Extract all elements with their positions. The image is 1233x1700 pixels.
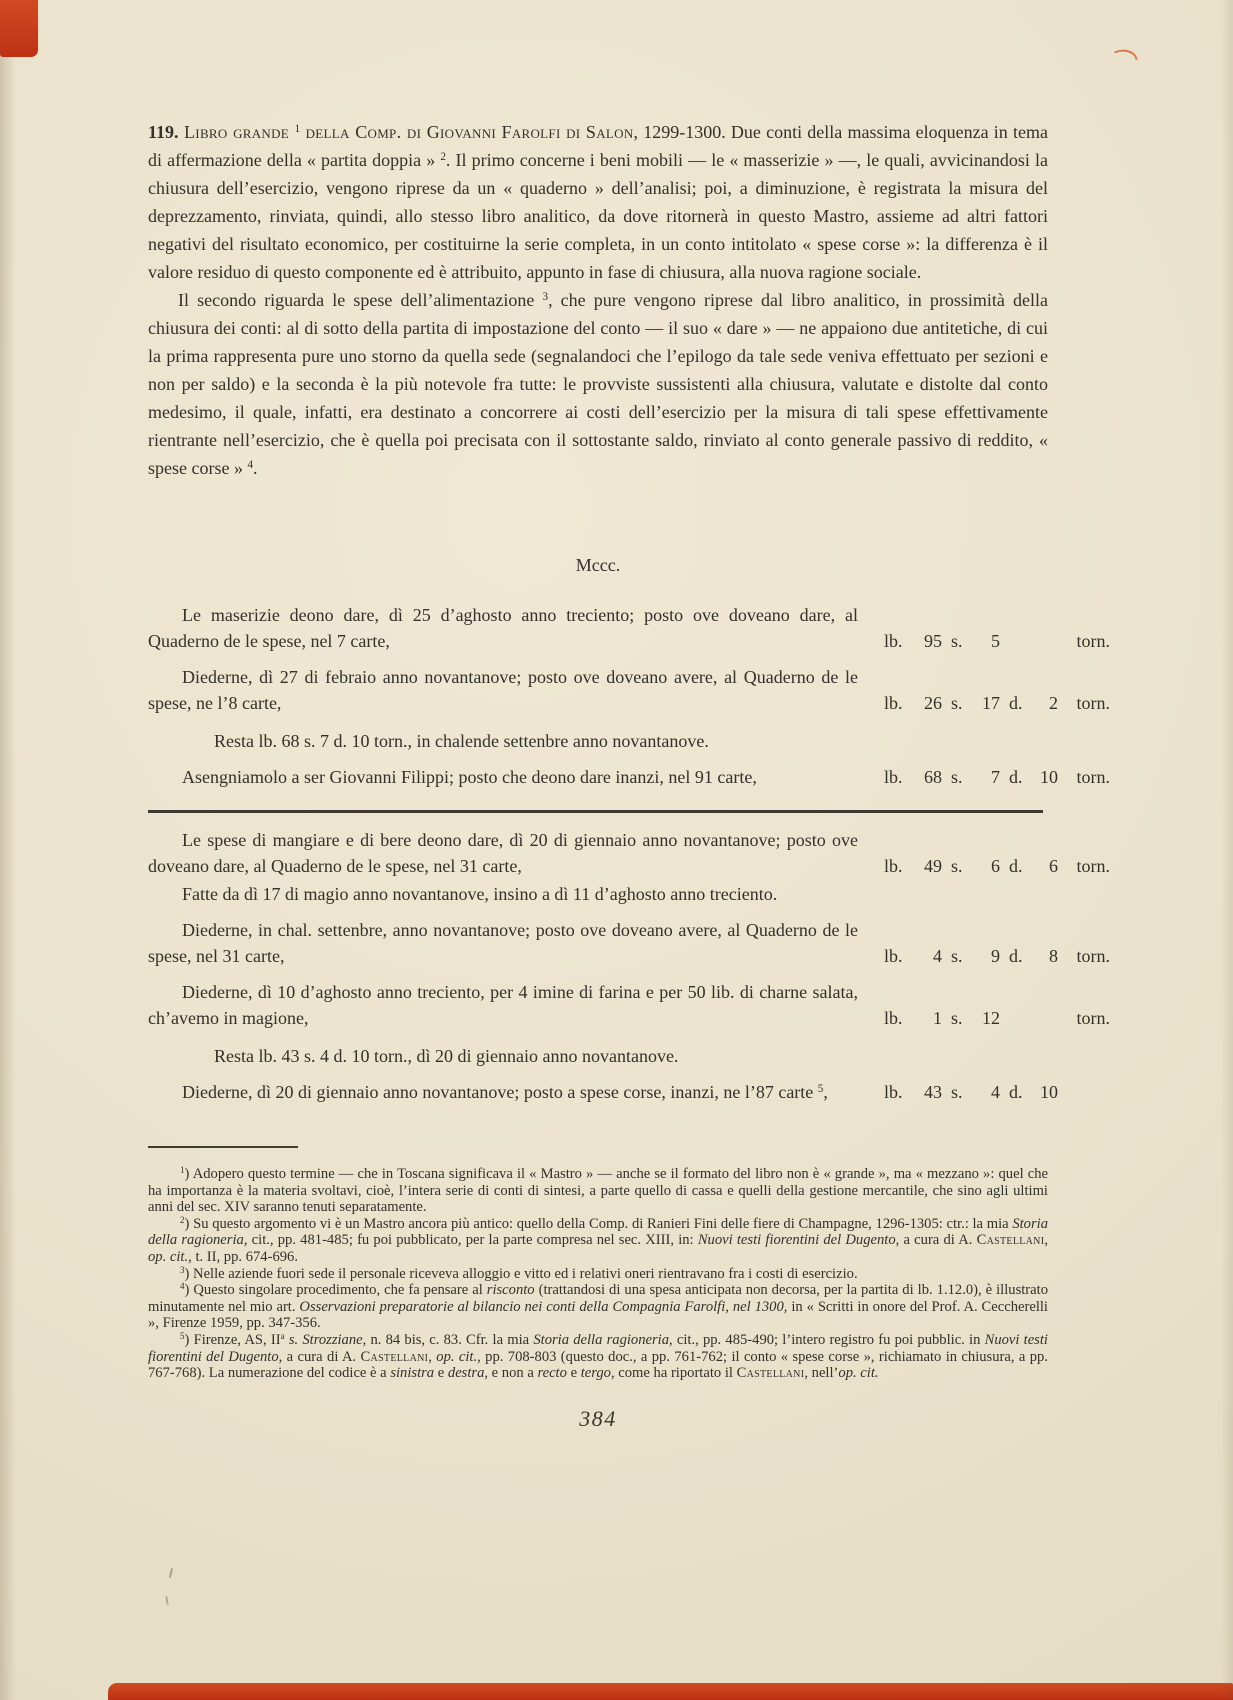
- superscript-ref: 1: [180, 1165, 185, 1176]
- superscript-ref: 3: [542, 290, 549, 303]
- text-segment: op. cit.: [838, 1365, 879, 1382]
- unit-torn: torn.: [1076, 767, 1110, 787]
- text-segment: risconto: [486, 1282, 535, 1299]
- superscript-ref: 5: [180, 1330, 185, 1341]
- text-segment: , nell’: [804, 1365, 839, 1382]
- text-segment: ,: [823, 1082, 828, 1102]
- text-segment: , cit., pp. 481-485; fu poi pubblicato, per la parte compresa nel sec. XIII, in:: [243, 1232, 698, 1249]
- text-segment: . Il primo concerne i beni mobili — le « masserizie » —, le quali, avvicinandosi la chiusura dell’esercizio, vengono riprese da un « quaderno » dell’analisi; poi, a diminuzione, è registrata la misura del deprezzamento, rinviata, quindi, allo stesso libro analitico, da dove ritornerà in questo Mastro, assieme ad altri fattori negativi del risultato economico, per costituirne la serie completa, in un conto intitolato « spese corse »: la differenza è il valore residuo di questo componente ed è attribuito, appunto in fase di chiusura, alla nuova ragione sociale.: [148, 150, 1048, 282]
- entry-amount: [884, 690, 1110, 716]
- unit-torn: torn.: [1076, 631, 1110, 651]
- value-lb: 26: [924, 693, 942, 713]
- value-lb: 95: [924, 631, 942, 651]
- value-s: 17: [982, 693, 1000, 713]
- footnote-3: [148, 1266, 1048, 1283]
- text-segment: , 1299-1300. Due conti della massima eloquenza in tema di affermazione della « partita doppia »: [148, 122, 1048, 170]
- text-segment: Diederne, dì 10 d’aghosto anno treciento, per 4 imine di farina e per 50 lib. di charne salata, ch’avemo in magione,: [148, 982, 858, 1028]
- text-segment: Nuovi testi fiorentini del Dugento: [697, 1232, 896, 1249]
- unit-torn: torn.: [1076, 693, 1110, 713]
- text-segment: ) Questo singolare procedimento, che fa pensare al: [184, 1282, 487, 1299]
- value-lb: 43: [924, 1082, 942, 1102]
- unit-lb: lb.: [884, 856, 903, 876]
- text-segment: Storia della ragioneria: [148, 1215, 1048, 1249]
- text-segment: s. Strozziane: [288, 1331, 363, 1348]
- entry-amount: [884, 853, 1110, 879]
- text-segment: , cit., pp. 485-490; l’intero registro fu poi pubblic. in: [669, 1331, 985, 1348]
- value-d: 6: [1049, 856, 1058, 876]
- text-segment: , pp. 708-803 (questo doc., a pp. 761-762; il conto « spese corse », richiamato in chiusura, a pp. 767-768). La numerazione del codice è a: [148, 1348, 1048, 1382]
- entry-amount: [884, 628, 1110, 654]
- text-segment: Osservazioni preparatorie al bilancio nei conti della Compagnia Farolfi, nel 1300: [299, 1298, 784, 1315]
- superscript-ref: 4: [180, 1281, 185, 1292]
- text-segment: destra: [447, 1365, 485, 1382]
- footnote-2: [148, 1216, 1048, 1266]
- value-s: 9: [991, 946, 1000, 966]
- book-cover-edge-bottom: [108, 1683, 1233, 1700]
- ledger: [148, 602, 1110, 1105]
- footnote-block: [148, 1146, 1048, 1432]
- superscript-ref: a: [280, 1330, 285, 1341]
- unit-d: d.: [1009, 767, 1023, 787]
- text-segment: , t. II, pp. 674-696.: [188, 1248, 298, 1265]
- text-segment: ,: [428, 1348, 437, 1365]
- unit-d: [1000, 1005, 1030, 1031]
- superscript-ref: 2: [440, 150, 446, 163]
- value-lb: 68: [924, 767, 942, 787]
- footnote-separator-rule: [148, 1146, 298, 1148]
- text-segment: Diederne, in chal. settenbre, anno novantanove; posto ove doveano avere, al Quaderno de le spese, nel 31 carte,: [148, 920, 858, 966]
- text-segment: Il secondo riguarda le spese dell’alimentazione: [178, 290, 543, 310]
- value-d: 10: [1040, 767, 1058, 787]
- text-segment: Castellani: [976, 1232, 1045, 1249]
- unit-s: s.: [951, 946, 963, 966]
- unit-lb: lb.: [884, 767, 903, 787]
- text-segment: op. cit.: [436, 1348, 478, 1365]
- section-heading-mccc: Mccc.: [575, 555, 621, 575]
- entry-text: [148, 881, 858, 907]
- unit-lb: lb.: [884, 631, 903, 651]
- text-segment: .: [253, 458, 258, 478]
- unit-torn: [1058, 1079, 1110, 1105]
- footnote-1: [148, 1166, 1048, 1216]
- text-segment: Castellani: [360, 1348, 429, 1365]
- unit-s: s.: [951, 1008, 963, 1028]
- text-segment: Asengniamolo a ser Giovanni Filippi; posto che deono dare inanzi, nel 91 carte,: [182, 767, 757, 787]
- unit-s: s.: [951, 631, 963, 651]
- body-text: [148, 118, 1048, 482]
- value-lb: 49: [924, 856, 942, 876]
- text-segment: , in « Scritti in onore del Prof. A. Ceccherelli », Firenze 1959, pp. 347-356.: [148, 1298, 1048, 1332]
- unit-d: d.: [1009, 1082, 1023, 1102]
- value-s: 5: [991, 631, 1000, 651]
- text-segment: ,: [1044, 1232, 1048, 1249]
- value-s: 6: [991, 856, 1000, 876]
- value-d: 8: [1049, 946, 1058, 966]
- entry-text: [148, 979, 858, 1031]
- unit-d: d.: [1009, 693, 1023, 713]
- text-segment: ) Nelle aziende fuori sede il personale riceveva alloggio e vitto ed i relativi oneri rientravano fra i costi di esercizio.: [184, 1265, 858, 1282]
- superscript-ref: 4: [247, 458, 254, 471]
- value-d: 2: [1049, 693, 1058, 713]
- ledger-entry: [148, 764, 1110, 790]
- text-segment: Storia della ragioneria: [533, 1331, 670, 1348]
- unit-s: s.: [951, 1082, 963, 1102]
- entry-text: [148, 1043, 858, 1069]
- text-segment: e: [566, 1365, 581, 1382]
- footnotes: [148, 1166, 1048, 1382]
- text-segment: Diederne, dì 27 di febraio anno novantanove; posto ove doveano avere, al Quaderno de le spese, ne l’8 carte,: [148, 667, 858, 713]
- text-segment: , a cura di A.: [278, 1348, 361, 1365]
- unit-s: s.: [951, 856, 963, 876]
- unit-lb: lb.: [884, 1008, 903, 1028]
- superscript-ref: 1: [294, 122, 301, 135]
- ledger-entry: [148, 827, 1110, 879]
- entry-text: [148, 917, 858, 969]
- text-segment: ) Firenze, AS, II: [184, 1331, 281, 1348]
- value-s: 4: [991, 1082, 1000, 1102]
- value-d: [1030, 628, 1058, 654]
- entry-text: [148, 728, 858, 754]
- value-lb: 4: [933, 946, 942, 966]
- value-s: 7: [991, 767, 1000, 787]
- ledger-entry: [148, 1043, 1110, 1069]
- text-segment: Le spese di mangiare e di bere deono dare, dì 20 di giennaio anno novantanove; posto ove doveano dare, al Quaderno de le spese, nel 31 carte,: [148, 830, 858, 876]
- entry-amount: [884, 1005, 1110, 1031]
- value-d: 10: [1040, 1082, 1058, 1102]
- unit-torn: torn.: [1076, 856, 1110, 876]
- text-segment: Castellani: [736, 1365, 805, 1382]
- transcription-block: [148, 552, 1110, 1105]
- text-segment: recto: [537, 1365, 567, 1382]
- entry-text: [148, 1079, 858, 1105]
- unit-d: d.: [1009, 856, 1023, 876]
- entry-text: [148, 664, 858, 716]
- text-segment: , n. 84 bis, c. 83. Cfr. la mia: [362, 1331, 534, 1348]
- superscript-ref: 2: [180, 1214, 185, 1225]
- text-segment: op. cit.: [148, 1248, 189, 1265]
- ledger-entry: [148, 602, 1110, 654]
- book-cover-edge-top-left: [0, 0, 38, 57]
- unit-torn: torn.: [1076, 1008, 1110, 1028]
- footnote-4: [148, 1282, 1048, 1332]
- text-segment: , e non a: [484, 1365, 538, 1382]
- entry-amount: [884, 1079, 1110, 1105]
- unit-d: d.: [1009, 946, 1023, 966]
- unit-s: s.: [951, 693, 963, 713]
- text-segment: Fatte da dì 17 di magio anno novantanove, insino a dì 11 d’aghosto anno treciento.: [182, 884, 778, 904]
- ledger-entry: [148, 664, 1110, 716]
- value-d: [1030, 1005, 1058, 1031]
- unit-lb: lb.: [884, 693, 903, 713]
- text-segment: , che pure vengono riprese dal libro analitico, in prossimità della chiusura dei conti: al di sotto della partita di impostazione del conto — il suo « dare » — ne appaiono due antitetiche, di cui la prima rappresenta pure uno storno da quella sede (segnalandoci che l’epilogo da tale sede veniva effettuato per sezioni e non per saldo) e la seconda è la più notevole fra tutte: le provviste sussistenti alla chiusura, valutate e distolte dal conto medesimo, il quale, infatti, era destinato a concorrere ai costi dell’esercizio per la misura di tali spese effettivamente rientrante nell’esercizio, che è quella poi precisata con il sottostante saldo, rinviato al conto generale passivo di reddito, « spese corse »: [148, 290, 1048, 478]
- text-segment: Nuovi testi fiorentini del Dugento: [148, 1331, 1048, 1365]
- text-segment: , come ha riportato il: [610, 1365, 737, 1382]
- unit-s: s.: [951, 767, 963, 787]
- text-segment: Diederne, dì 20 di giennaio anno novantanove; posto a spese corse, inanzi, ne l’87 carte: [182, 1082, 818, 1102]
- text-segment: sinistra: [390, 1365, 435, 1382]
- entry-amount: [884, 943, 1110, 969]
- text-segment: 119.: [148, 122, 179, 142]
- pencil-marks: [163, 1568, 179, 1612]
- text-segment: Le maserizie deono dare, dì 25 d’aghosto anno treciento; posto ove doveano dare, al Quaderno de le spese, nel 7 carte,: [148, 605, 858, 651]
- value-s: 12: [982, 1008, 1000, 1028]
- text-segment: Libro grande: [178, 122, 295, 142]
- text-segment: ) Adopero questo termine — che in Toscana significava il « Mastro » — anche se il formato del libro non è « grande », ma « mezzano »: quel che ha importanza è la materia svoltavi, cioè, l’intera serie di conti di sintesi, a parte quello di cassa e quelli della gestione mercantile, che sino agli ultimi anni del sec. XIV saranno tenuti separatamente.: [148, 1166, 1048, 1216]
- text-segment: Resta lb. 68 s. 7 d. 10 torn., in chalende settenbre anno novantanove.: [214, 731, 709, 751]
- paragraph-second: [148, 286, 1048, 482]
- footnote-5: [148, 1332, 1048, 1382]
- text-segment: , a cura di A.: [895, 1232, 977, 1249]
- ledger-entry: [148, 1079, 1110, 1105]
- text-segment: (trattandosi di una spesa anticipata non decorsa, per la partita di lb. 1.12.0), è illustrato minutamente nel mio art.: [148, 1282, 1048, 1315]
- text-segment: della Comp. di Giovanni Farolfi di Salon: [300, 122, 634, 142]
- account-divider: [148, 810, 1043, 813]
- ledger-entry: [148, 917, 1110, 969]
- text-segment: tergo: [580, 1365, 611, 1382]
- entry-amount: [884, 764, 1110, 790]
- unit-lb: lb.: [884, 1082, 903, 1102]
- ledger-entry: [148, 979, 1110, 1031]
- text-segment: e: [434, 1365, 448, 1382]
- unit-lb: lb.: [884, 946, 903, 966]
- page-number: 384: [579, 1405, 617, 1431]
- entry-text: [148, 764, 858, 790]
- value-lb: 1: [933, 1008, 942, 1028]
- superscript-ref: 3: [180, 1264, 185, 1275]
- superscript-ref: 5: [817, 1082, 824, 1095]
- entry-text: [148, 827, 858, 879]
- entry-text: [148, 602, 858, 654]
- text-segment: Resta lb. 43 s. 4 d. 10 torn., dì 20 di giennaio anno novantanove.: [214, 1046, 679, 1066]
- ink-mark: [1114, 45, 1138, 65]
- unit-d: [1000, 628, 1030, 654]
- ledger-entry: [148, 881, 1110, 907]
- ledger-entry: [148, 728, 1110, 754]
- unit-torn: torn.: [1076, 946, 1110, 966]
- paragraph-opening: [148, 118, 1048, 286]
- text-segment: ) Su questo argomento vi è un Mastro ancora più antico: quello della Comp. di Ranieri Fini delle fiere di Champagne, 1296-1305: ctr.: la mia: [184, 1215, 1013, 1232]
